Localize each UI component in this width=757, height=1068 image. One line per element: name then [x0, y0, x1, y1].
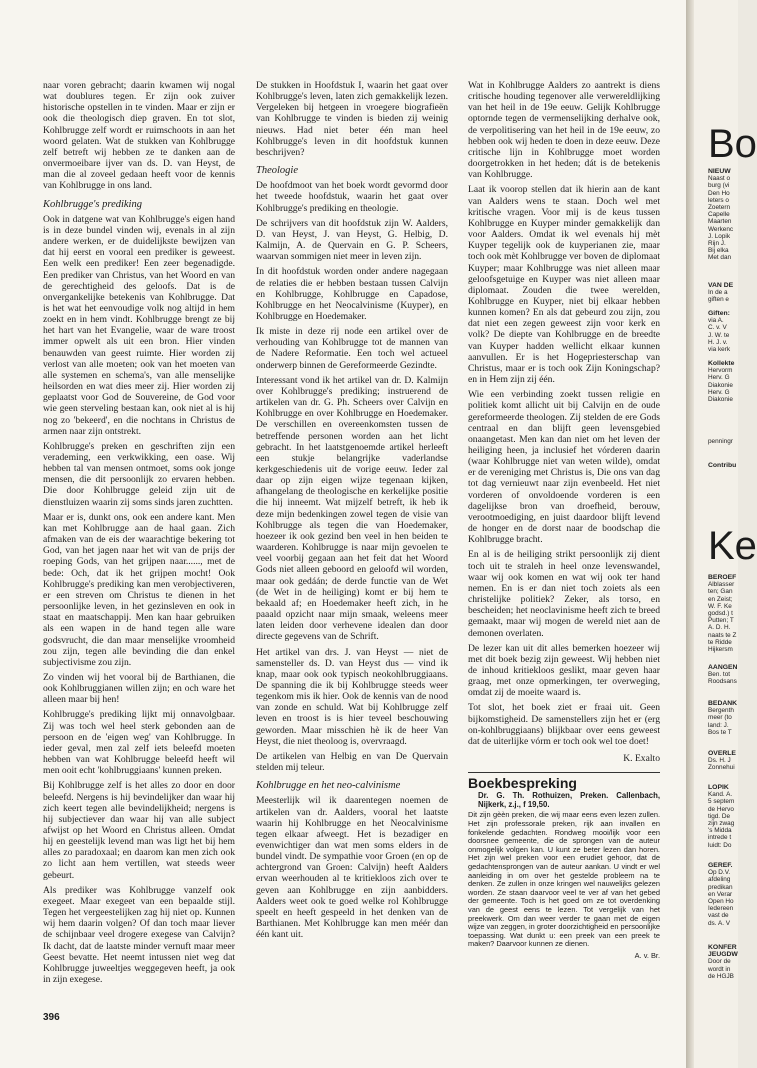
fragment: te Ridde [708, 638, 732, 646]
fragment: Bij elka [708, 247, 729, 255]
author-signature: K. Exalto [623, 753, 660, 765]
paragraph: De schrijvers van dit hoofdstuk zijn W. Aalders, D. van Heyst, J. van Heyst, G. Helbig, D. Kalmijn, A. de Quervain en G. P. Scheers, waarvan sommigen niet meer in leven zijn. [256, 217, 448, 263]
next-page-block [708, 310, 748, 353]
fragment: In de a [708, 289, 728, 297]
paragraph: Wat in Kohlbrugge Aalders zo aantrekt is diens critische houding tegenover alle verwereldlijking van het heil in de 19e eeuw. Gelijk Kohlbrugge optornde tegen de vermenselijking derhalve ook, de verpolitisering van het heil in de 19e eeuw, zo hebben ook wij heden te doen in deze eeuw. Deze critische lijn in Kohlbrugge moet worden doorgetrokken in het heden; dát is de betekenis van Kohlbrugge. [468, 80, 660, 181]
fragment: land: J. [708, 721, 729, 729]
fragment: H. J. v. [708, 338, 728, 346]
fragment: de HGJB [708, 972, 734, 980]
fragment: 5 septem [708, 798, 735, 806]
paragraph: Bij Kohlbrugge zelf is het alles zo door en door beleefd. Nergens is hij bevindelijker dan waar hij zich keert tegen alle bevindelijkheid; nergens is hij subjectiever dan waar hij van alle subject afwijst op het Woord en Christus alleen. Omdat hij en geestelijk levend man was ligt het bij hem alles zo paradoxaal; en daarom kan men zich ook zo licht aan hem vertillen, wat steeds weer gebeurt. [43, 780, 235, 881]
fragment: Herv. G [708, 388, 730, 396]
fragment: LOPIK [708, 784, 729, 791]
paragraph: En al is de heiliging strikt persoonlijk zij dient toch uit te straleh in heel onze levenswandel, waar wij ook komen en wat wij ook ter hand nemen. En is er dan niet toch zoiets als een christelijke politiek? Zeker, als torso, en bescheiden; het neoclavinisme heeft zich te breed gemaakt, maar wij mogen de wereld niet aan de demonen overlaten. [468, 549, 660, 639]
fragment: Hijkersm [708, 646, 733, 654]
next-page-block [708, 700, 748, 736]
paragraph: Het artikel van drs. J. van Heyst — niet de samensteller ds. D. van Heyst dus — vind ik knap, maar ook ook typisch neokohlbruggiaans. De spanning die ik bij Kohlbrugge steeds weer tegenkom mis ik hier. Ook de kennis van de nood van zonde en schuld. Wat bij Kohlbrugge zelf leven en troost is is hier teveel beschouwing geworden. Maar misschien hè ik de heer Van Heyst, die niet theoloog is, overvraagd. [256, 646, 448, 747]
next-page-block [708, 750, 748, 772]
fragment: Hervorm [708, 367, 733, 375]
paragraph: Kohlbrugge's preken en geschriften zijn een verademing, een verkwikking, een oase. Wij hebben tal van mensen ontmoet, soms ook jonge mensen, die dit persoonlijk zo ervaren hebben. Die door Kohlbrugge geleid zijn uit de dienstluizen waarin zij soms sinds jaren zuchtten. [43, 440, 235, 508]
fragment: OVERLE [708, 750, 736, 757]
paragraph: De artikelen van Helbig en van De Quervain stelden mij teleur. [256, 750, 448, 774]
paragraph: naar voren gebracht; daarin kwamen wij nogal wat doublures tegen. Er zijn ook zuiver historische opstellen in te vinden. Maar er zijn er ook die theologisch diep graven. En tot slot, Kohlbrugge zelf wordt er ruimschoots in aan het woord gelaten. Wat de stukken van Kohlbrugge zelf betreft wij hebben ze te danken aan de onvermoeibare ijver van ds. D. van Heyst, de man die al zoveel gedaan heeft voor de kennis van Kohlbrugge in ons land. [43, 80, 235, 192]
column-right [468, 80, 660, 961]
column-middle [256, 80, 448, 944]
fragment: Diakonie [708, 381, 733, 389]
paragraph: Ook in datgene wat van Kohlbrugge's eigen hand is in deze bundel vinden wij, evenals in al zijn andere werken, er de duidelijkste bewijzen van dat hij eerst en vooral een prediker is geweest. Een welk een prediker! Een zeer begenadigde. Een prediker van Christus, van het Woord en van de gerechtigheid des geloofs. Dat is de onvergankelijke betekenis van Kohlbrugge. Dat is het wat het eenvoudige volk nog altijd in hem zoekt en in hem vindt. Kohlbrugge brengt ze bij het hart van het Evangelie, waar de ware troost immer opwelt als uit een bron. Hier vinden benauwden van geest ruimte. Hier worden zij verlost van alle moeten; ook van het moeten van alle systemen en schema's, van alle menselijke heilsorden en wat dies meer zij. Hier worden zij geplaatst voor God de Souvereine, de God voor wie geen sterveling bestaan kan, ook niet al is hij nog zo 'bekeerd', en die nochtans in Christus de armen naar zijn ontstrekt. [43, 213, 235, 437]
fragment: Diakonie [708, 396, 733, 404]
fragment: via A. [708, 317, 724, 325]
paragraph: Wie een verbinding zoekt tussen religie en politiek komt allicht uit bij Calvijn en de oude gereformeerde theologen. Zij stelden de ere Gods centraal en dan blijft geen levensgebied onaangetast. Men kan dan niet om het leven der heiliging heen, ja inclusief het vórderen daarin (waar Kohlbrugge niet van weten wilde), omdat er de vereniging met Christus is, Die ons van dag tot dag vernieuwt naar zijn evenbeeld. Het niet vorderen of onvoldoende vorderen is een dagelijkse bron van droefheid, berouw, verootmoediging, en juist daardoor blijft levend de honger en de dorst naar de boodschap die Kohlbrugge bracht. [468, 389, 660, 546]
next-page-edge [694, 0, 757, 1068]
fragment: vast de [708, 912, 729, 920]
fragment: luidt: Do [708, 841, 732, 849]
fragment: BEROEF [708, 574, 737, 581]
paragraph: In dit hoofdstuk worden onder andere nagegaan de relaties die er hebben bestaan tussen Calvijn en Kohlbrugge, Kohlbrugge en Capadose, Kohlbrugge en het Neocalvinisme (Kuyper), en Kohlbrugge en Hoedemaker. [256, 266, 448, 322]
fragment: Met dan [708, 254, 732, 262]
next-page-block [708, 664, 748, 686]
next-page-block [708, 574, 748, 653]
fragment: godsd.) t [708, 610, 733, 618]
fragment: W. F. Ke [708, 602, 732, 610]
fragment: afdeling [708, 876, 731, 884]
paragraph: Laat ik voorop stellen dat ik hierin aan de kant van Aalders wens te staan. Doch wel met kritische vragen. Voor mij is de keus tussen Kohlbrugge en Kuyper minder gemakkelijk dan voor Aalders. Omdat ik wel evenals hij mèt Kuyper tegelijk ook de kuyperianen zie, maar toch ook mèt Kohlbrugge ver boven de diplomaat Kuyper; maar Kohlbrugge was niet alleen maar geloofsgetuige en Kuyper was niet alleen maar diplomaat. Zouden die twee werelden, Kohlbrugge en Kuyper, niet bij elkaar hebben kunnen komen? En als dat gebeurd zou zijn, zou dat niet een zegen geweest zijn voor kerk en volk? De diepte van Kohlbrugge en de breedte van Kuyper hadden wellicht elkaar kunnen aanvullen. Er is het Hogepriesterschap van Christus, maar er is toch ook Zijn Koningschap? en in Hem zijn zij één. [468, 184, 660, 386]
paragraph: Kohlbrugge's prediking lijkt mij onnavolgbaar. Zij was toch wel heel sterk gebonden aan de persoon en de 'eigen weg' van Kohlbrugge. In ieder geval, men zal zelf iets beleefd moeten hebben van wat Kohlbrugge beleefd heeft wil men ooit echt 'kohlbruggiaans' kunnen preken. [43, 709, 235, 777]
next-page-block [708, 438, 748, 445]
fragment: giften e [708, 296, 729, 304]
fragment: zijn zwag [708, 820, 735, 828]
fragment: Herv. G [708, 374, 730, 382]
fragment: Kand. A. [708, 791, 733, 799]
fragment: Putten; T [708, 617, 734, 625]
fragment: Op D.V. [708, 869, 731, 877]
fragment: Open Ho [708, 898, 734, 906]
paragraph: Tot slot, het boek ziet er fraai uit. Geen bijkomstigheid. De samenstellers zijn het er (erg on-kohlbruggiaans) blijkbaar over eens geweest dat de uiterlijke vórm er toch ook wel toe doet! [468, 702, 660, 747]
review-book-heading: Dr. G. Th. Rothuizen, Preken. Callenbach, Nijkerk, z.j., f 19,50. [478, 791, 660, 810]
fragment: intrede t [708, 834, 732, 842]
fragment: Den Ho [708, 189, 730, 197]
section-heading: Theologie [256, 165, 298, 177]
next-page-block [708, 784, 748, 849]
fragment: Ds. H. J [708, 757, 731, 765]
fragment: ten; Gan [708, 588, 733, 596]
next-page-block [708, 462, 748, 469]
fragment: Zoetern [708, 204, 731, 212]
fragment: BEDANK [708, 700, 738, 707]
review-text: Dit zijn gèèn preken, die wij maar eens even lezen zullen. Het zijn professorale preken, rijk aan invallen en fonkelende gedachten. Rondweg mooi/lijk voor een doorsnee gemeente, die de sprongen van de auteur onmogelijk volgen kan. U kunt ze beter lezen dan horen. Het zijn wel preken voor een erudiet gehoor, dat de gedachtensprongen van de auteur aankan. U vindt er wel aanleiding in om over het gestelde probleem na te denken. Ze zullen in onze kringen wel nauwelijks gelezen worden. Ze staan daarvoor veel te ver af van het gebed der gemeente. Toch is het goed om ze tot overdenking van de geest eens te lezen. Tot vergelijk van het preekwerk. Om dan weer verder te gaan met de eigen wijze van zeggen, in groter doorzichtigheid en persoonlijke toepassing. Wat dunkt u: een preek van een preek te maken? Daarvoor kunnen ze dienen. [468, 810, 660, 949]
next-page-heading: Bo [708, 122, 757, 166]
fragment: Rijn J. [708, 240, 726, 248]
paragraph: Meesterlijk wil ik daarentegen noemen de artikelen van dr. Aalders, vooral het laatste waarin hij Kohlbrugge en het Neocalvinisme tegen elkaar afweegt. Het is bezadiger en evenwichtiger dan wat men soms elders in de bundel vindt. De sympathie voor Groen (en op de achtergrond van Groen: Calvijn) heeft Aalders ervan weerhouden al te kritiekloos zich over te geven aan Kohlbrugge en zijn aanbidders. Aalders weet ook te goed welke rol Kohlbrugge speelt en heeft gespeeld in het denken van de Barthianen. Met Kohlbrugge kan men méér dan één kant uit. [256, 795, 448, 941]
fragment: wordt in [708, 965, 731, 973]
next-page-block [708, 944, 748, 980]
fragment: Naast o [708, 175, 731, 183]
fragment: C. v. V [708, 324, 727, 332]
fragment: J. Lopik [708, 232, 731, 240]
paragraph: Ik miste in deze rij node een artikel over de verhouding van Kohlbrugge tot de mannen van de Nadere Reformatie. Een toch wel actueel onderwerp binnen de Gereformeerde Gezindte. [256, 326, 448, 371]
fragment: en Zeist; [708, 595, 733, 603]
next-page-heading: Ke [708, 524, 757, 568]
fragment: de Hervo [708, 805, 734, 813]
fragment: en Verar [708, 890, 733, 898]
fragment: leters o [708, 196, 729, 204]
fragment: naats te Z [708, 631, 737, 639]
divider [468, 772, 660, 773]
paragraph: Maar er is, dunkt ons, ook een andere kant. Men kan met Kohlbrugge aan de haal gaan. Zich afmaken van de eis der waarachtige bekering tot God, van het jagen naar het wit van de prijs der roeping Gods, van het grijpen naar......, met de bede: Och, dat ik het grijpen mocht! Ook Kohlbrugge's prediking kan men verobjectiveren, er een streven om Christus te dienen in het persoonlijke leven, in het gezinsleven en ook in staat en maatschappij. Men kan haar gebruiken als een wapen in de hand tegen alle ware godsvrucht, die dan maar menselijke vroomheid zou zijn, tegen alle bevinding die dan enkel subjectivisme zou zijn. [43, 511, 235, 668]
fragment: penningr [708, 438, 733, 445]
page-number: 396 [43, 1012, 60, 1023]
fragment: Bergenth [708, 707, 734, 715]
fragment: via kerk [708, 346, 731, 354]
paragraph: De hoofdmoot van het boek wordt gevormd door het tweede hoofdstuk, waarin het gaat over Kohlbrugge's prediking en theologie. [256, 180, 448, 214]
fragment: Ben. tot [708, 671, 731, 679]
fragment: Zonnehui [708, 764, 735, 772]
paragraph: Zo vinden wij het vooral bij de Barthianen, die ook Kohlbruggianen willen zijn; en och ware het alleen maar bij hen! [43, 671, 235, 706]
fragment: Kollekte [708, 360, 735, 367]
fragment: A. D. H. [708, 624, 731, 632]
next-page-block [708, 360, 748, 403]
column-left [43, 80, 235, 989]
fragment: Alblasser [708, 581, 735, 589]
review-signature: A. v. Br. [634, 950, 660, 960]
paragraph: De lezer kan uit dit alles bemerken hoezeer wij met dit boek bezig zijn geweest. Wij hebben niet de inhoud kritiekloos geslikt, maar geven haar graag, met onze opmerkingen, ter overweging, omdat zij de moeite waard is. [468, 642, 660, 699]
fragment: Maarten [708, 218, 732, 226]
fragment: AANGEN [708, 664, 738, 671]
fragment: KONFER [708, 944, 737, 951]
fragment: burg (vi [708, 182, 730, 190]
paragraph: Als prediker was Kohlbrugge vanzelf ook exegeet. Maar exegeet van een bepaalde stijl. Tegen het vergeestelijken zag hij niet op. Kunnen wij hem daarin volgen? Of dan toch maar liever de schijnbaar veel drogere exegese van Calvijn? Ik dacht, dat de laatste minder vernuft maar meer Geest bevatte. Het neemt intussen niet weg dat Kohlbrugge juweeltjes weggegeven heeft, ja ook in zijn exegese. [43, 884, 235, 986]
fragment: Werkenc [708, 225, 734, 233]
next-page-block [708, 282, 748, 304]
section-heading: Kohlbrugge en het neo-calvinisme [256, 780, 401, 792]
section-heading: Kohlbrugge's prediking [43, 198, 142, 210]
fragment: NIEUW [708, 168, 731, 175]
review-section-title: Boekbespreking [468, 775, 577, 792]
fragment: meer (to [708, 714, 732, 722]
book-gutter [686, 0, 694, 1068]
fragment: predikan [708, 883, 733, 891]
fragment: JEUGDW [708, 951, 738, 959]
fragment: tigd. De [708, 812, 731, 820]
fragment: Bos te T [708, 728, 732, 736]
fragment: Contribu [708, 462, 737, 469]
fragment: J. W. te [708, 331, 730, 339]
fragment: VAN DE [708, 282, 734, 289]
paragraph: Interessant vond ik het artikel van dr. D. Kalmijn over Kohlbrugge's prediking; instruerend de artikelen van dr. G. Ph. Scheers over Calvijn en Kohlbrugge en over Kohlbrugge en Hoedemaker. De verschillen en overeenkomsten tussen de betreffende personen worden aan het licht gebracht. In het laatstgenoemde artikel herleeft een stukje belangrijke vaderlandse kerkgeschiedenis uit de vorige eeuw. Ieder zal daar op zijn eigen wijze tegenaan kijken, afhangelang de theologische en kerkelijke positie die hij inneemt. Wat mijzelf betreft, ik heb ik deze mijn bedenkingen zowel tegen de visie van Kohlbrugge als tegen die van Hoedemaker, hoezeer ik ook gezind ben veel in hen beiden te waarderen. Kohlbrugge is naar mijn gevoelen te veel voorbij gegaan aan het feit dat het Woord Gods niet alleen geboord en geloofd wil worden, maar ook gedáán; de derde functie van de Wet (de Wet in de heiliging) komt er bij hem te bekaald af; en Hoedemaker heeft zich, in he paaald opzicht naar mijn smaak, weleens meer laten leiden door verhevene idealen dan door directe gegevens van de Schrift. [256, 374, 448, 643]
next-page-block [708, 168, 748, 262]
fragment: ds. A. V [708, 919, 731, 927]
fragment: 's Midda [708, 827, 732, 835]
fragment: GEREF. [708, 862, 733, 869]
next-page-block [708, 862, 748, 927]
paragraph: De stukken in Hoofdstuk I, waarin het gaat over Kohlbrugge's leven, laten zich gemakkelijk lezen. Vergeleken bij hetgeen in vroegere biografieën van Kohlbrugge te vinden is bieden zij weinig nieuws. Had niet beter één man heel Kohlbrugge's leven in dit hoofdstuk kunnen beschrijven? [256, 80, 448, 158]
fragment: Roodsans [708, 678, 737, 686]
fragment: Iedereen [708, 905, 734, 913]
fragment: Door de [708, 958, 731, 966]
fragment: Giften: [708, 310, 730, 317]
fragment: Capelle [708, 211, 730, 219]
